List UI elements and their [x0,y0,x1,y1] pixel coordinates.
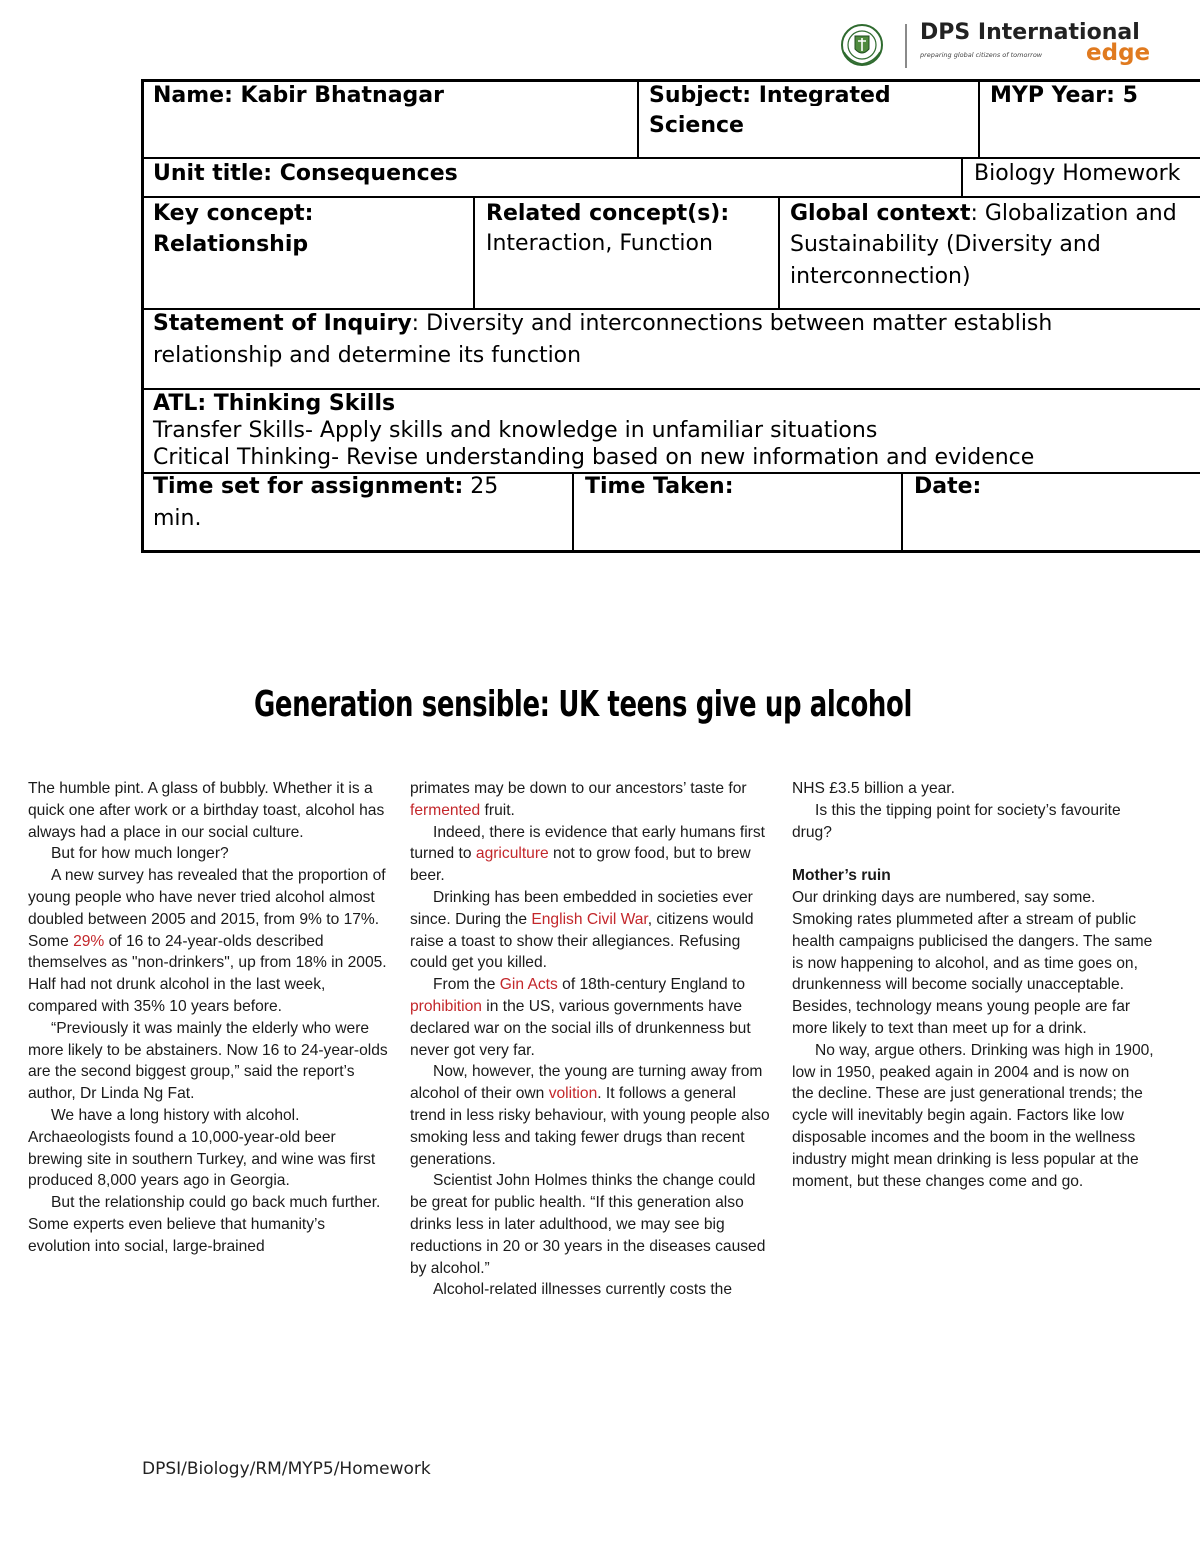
global-context-label: Global context [790,201,971,226]
paragraph: Our drinking days are numbered, say some. Smoking rates plummeted after a stream of public health campaigns publicised the dangers. The same is now happening to alcohol, and as time goes on, drunkenness will become socially unacceptable. Besides, technology means young people are far more likely to text than meet up for a drink. [792,889,1153,1037]
time-taken-label: Time Taken: [585,474,734,499]
highlight-term: prohibition [410,997,482,1015]
text-run: of 16 to 24-year-olds described themselves as "non-drinkers", up from 18% in 2005. Half had not drunk alcohol in the last week, compared with 35% 10 years before. [28,932,387,1015]
paragraph [410,974,772,1061]
unit-type: Biology Homework [974,161,1181,186]
text-run: , citizens would raise a toast to show their allegiances. Refusing could get you killed. [410,910,754,972]
highlight-term: fermented [410,801,481,819]
table-rule [778,196,780,310]
soi-label: Statement of Inquiry [153,311,412,336]
global-context [790,198,1177,229]
global-context-line2: Sustainability (Diversity and [790,232,1101,257]
table-rule [961,157,963,198]
unit-title: Unit title: Consequences [153,161,458,186]
key-concept-value: Relationship [153,232,309,257]
paragraph [410,887,772,974]
paragraph: Alcohol-related illnesses currently costs the [433,1281,733,1299]
article-column-2 [410,778,772,1301]
paragraph: Scientist John Holmes thinks the change could be great for public health. “If this generation also drinks less in later adulthood, we may see big reductions in 20 or 30 years in the diseases caused by alcohol.” [410,1172,766,1277]
text-run: not to grow food, but to brew beer. [410,845,751,885]
subject-label-line2: Science [649,113,744,138]
global-context-line3: interconnection) [790,264,971,289]
soi-value: : Diversity and interconnections between matter establish [411,311,1053,336]
paragraph [28,865,390,1018]
time-set [153,471,498,502]
related-concept-value: Interaction, Function [486,231,713,256]
global-context-value: : Globalization and [970,201,1177,226]
paragraph: We have a long history with alcohol. Archaeologists found a 10,000-year-old beer brewing site in southern Turkey, and wine was first produced 8,000 years ago in Georgia. [28,1106,376,1190]
paragraph: But for how much longer? [51,845,229,863]
highlight-term: 29% [73,932,105,950]
paragraph: No way, argue others. Drinking was high in 1900, low in 1950, peaked again in 2004 and is now on the decline. These are just generational trends; the cycle will inevitably begin again. Factors like low disposable incomes and the boom in the wellness industry might mean drinking is less popular at the moment, but these changes come and go. [792,1041,1154,1190]
time-set-value: 25 [463,474,499,499]
paragraph [410,1061,772,1170]
logo-brand-text: DPS International [920,20,1140,45]
related-concept-label: Related concept(s): [486,201,730,226]
table-rule [572,472,574,553]
time-set-label: Time set for assignment: [153,474,464,499]
paragraph [410,778,772,822]
text-run: . It follows a general trend in less risky behaviour, with young people also smoking less and taking fewer drugs than recent generations. [410,1085,770,1168]
article-column-3 [792,778,1154,1192]
table-rule [978,79,980,159]
table-rule [141,79,144,553]
paragraph: NHS £3.5 billion a year. [792,780,955,797]
text-run: Indeed, there is evidence that early humans first turned to [410,823,765,863]
myp-year: MYP Year: 5 [990,83,1138,106]
logo-tagline: preparing global citizens of tomorrow [920,51,1043,59]
section-heading: Mother’s ruin [792,867,891,885]
document-footer: DPSI/Biology/RM/MYP5/Homework [142,1459,431,1479]
highlight-term: Gin Acts [499,976,558,994]
date-label: Date: [914,474,982,499]
key-concept-label: Key concept: [153,201,314,226]
logo-edge-text: edge [1086,40,1151,66]
text-run: primates may be down to our ancestors’ taste for [410,780,747,797]
subject-label: Subject: Integrated [649,83,891,106]
paragraph: But the relationship could go back much further. Some experts even believe that humanity’s evolution into social, large-brained [28,1194,381,1255]
table-rule [901,472,903,553]
text-run: in the US, various governments have declared war on the social ills of drunkenness but never got very far. [410,997,751,1059]
text-run: Now, however, the young are turning away from alcohol of their own [410,1063,763,1103]
text-run: From the [433,976,500,994]
text-run: of 18th-century England to [557,976,746,994]
student-name: Name: Kabir Bhatnagar [153,83,444,108]
atl-critical-thinking: Critical Thinking- Revise understanding based on new information and evidence [153,445,1035,470]
highlight-term: agriculture [475,845,549,863]
table-rule [473,196,475,310]
paragraph: “Previously it was mainly the elderly who were more likely to be abstainers. Now 16 to 24-year-olds are the second biggest group,” said the report’s author, Dr Linda Ng Fat. [28,1019,388,1103]
time-set-line2: min. [153,506,202,531]
paragraph [410,822,772,887]
paragraph: The humble pint. A glass of bubbly. Whether it is a quick one after work or a birthday toast, alcohol has always had a place in our social culture. [28,780,385,841]
text-run: A new survey has revealed that the proportion of young people who have never tried alcohol almost doubled between 2005 and 2015, from 9% to 17%. Some [28,867,386,950]
highlight-term: English Civil War [531,910,648,928]
article-column-1 [28,778,390,1258]
table-rule [637,79,639,159]
text-run: Drinking has been embedded in societies ever since. During the [410,888,753,928]
soi-line2: relationship and determine its function [153,343,582,368]
atl-title: ATL: Thinking Skills [153,391,396,416]
table-rule [141,550,1200,553]
highlight-term: volition [548,1085,598,1103]
assignment-header-table [0,0,1200,560]
article-headline: Generation sensible: UK teens give up alcohol [254,684,912,725]
text-run: fruit. [480,801,515,819]
statement-of-inquiry [153,308,1052,339]
paragraph: Is this the tipping point for society’s favourite drug? [792,801,1121,841]
atl-transfer-skills: Transfer Skills- Apply skills and knowledge in unfamiliar situations [153,418,878,443]
